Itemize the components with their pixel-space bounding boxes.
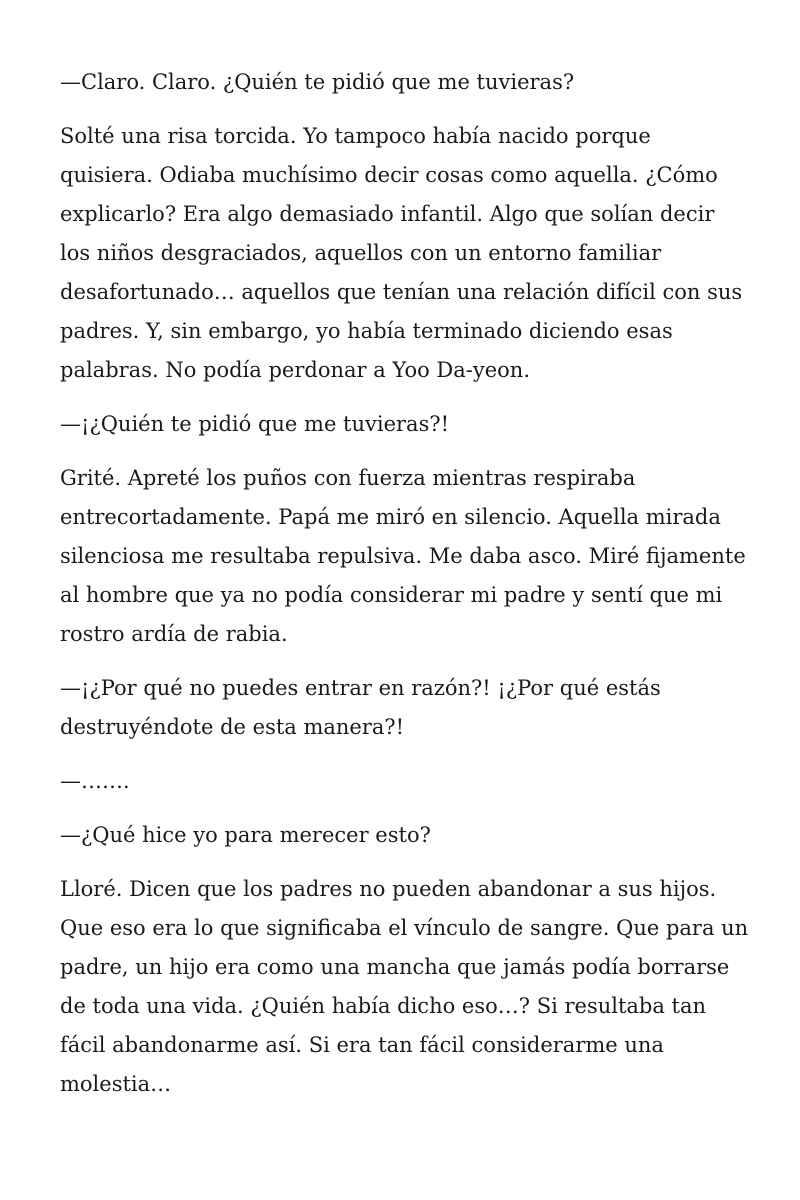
dialogue-line: —¿Qué hice yo para merecer esto? [60, 823, 431, 847]
dialogue-line: —Claro. Claro. ¿Quién te pidió que me tuvieras? [60, 70, 575, 94]
narration-paragraph: Lloré. Dicen que los padres no pueden abandonar a sus hijos. Que eso era lo que significaba el vínculo de sangre. Que para un padre, un hijo era como una mancha que jamás podía borrarse de toda una vida. ¿Quién había dicho eso…? Si resultaba tan fácil abandonarme así. Si era tan fácil considerarme una molestia… [60, 877, 749, 1096]
dialogue-line: —¡¿Quién te pidió que me tuvieras?! [60, 412, 450, 436]
reading-page [60, 63, 750, 1119]
narration-paragraph: Grité. Apreté los puños con fuerza mientras respiraba entrecortadamente. Papá me miró en silencio. Aquella mirada silenciosa me resultaba repulsiva. Me daba asco. Miré fijamente al hombre que ya no podía considerar mi padre y sentí que mi rostro ardía de rabia. [60, 466, 746, 646]
dialogue-line: —……. [60, 769, 130, 793]
dialogue-line: —¡¿Por qué no puedes entrar en razón?! ¡¿Por qué estás destruyéndote de esta manera?! [60, 676, 661, 739]
narration-paragraph: Solté una risa torcida. Yo tampoco había nacido porque quisiera. Odiaba muchísimo decir cosas como aquella. ¿Cómo explicarlo? Era algo demasiado infantil. Algo que solían decir los niños desgraciados, aquellos con un entorno familiar desafortunado… aquellos que tenían una relación difícil con sus padres. Y, sin embargo, yo había terminado diciendo esas palabras. No podía perdonar a Yoo Da-yeon. [60, 124, 743, 382]
